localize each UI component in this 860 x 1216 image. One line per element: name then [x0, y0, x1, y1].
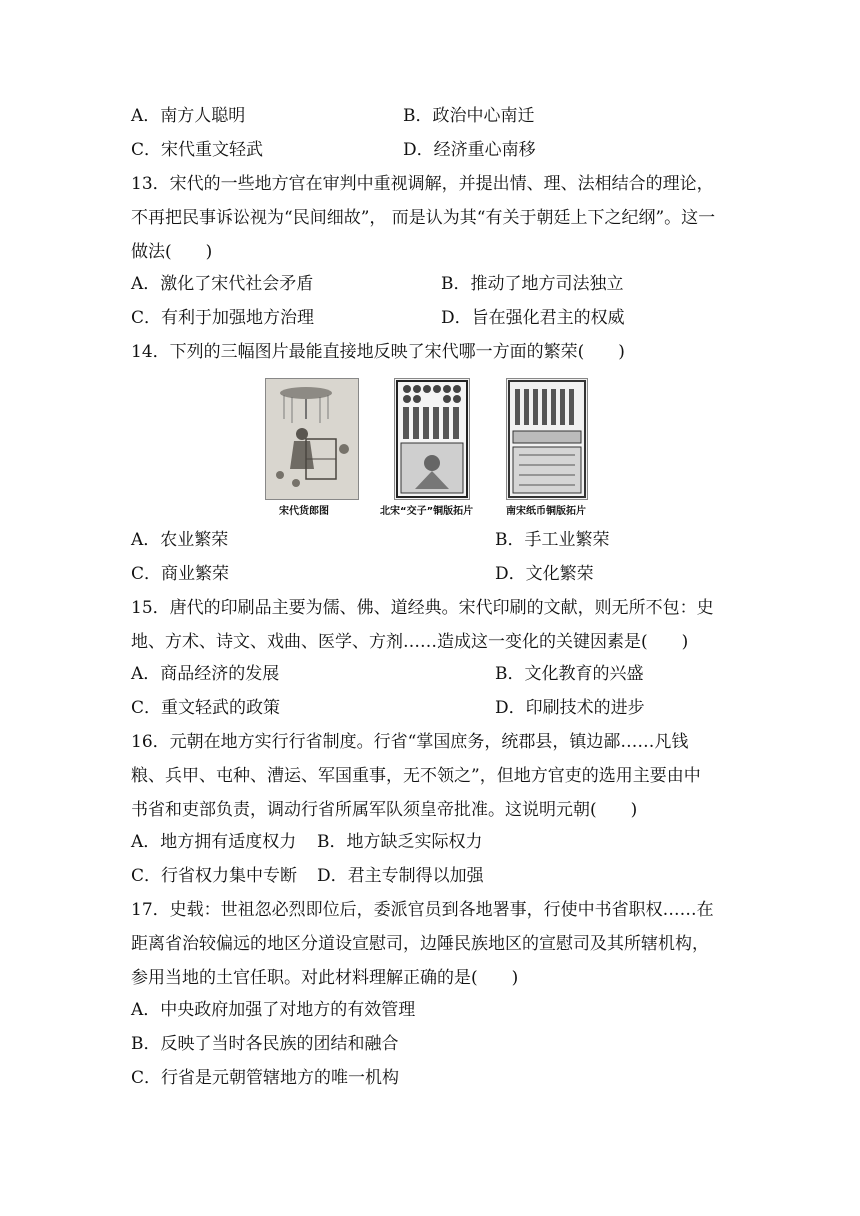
- q14-option-b: B．手工业繁荣: [495, 530, 610, 550]
- q15-stem-line2: 地、方术、诗文、戏曲、医学、方剂……造成这一变化的关键因素是( ): [131, 632, 689, 652]
- peddler-painting-image: [265, 378, 359, 500]
- figure-paper-money-rubbing: [506, 378, 588, 517]
- q17-option-b: B．反映了当时各民族的团结和融合: [131, 1034, 399, 1054]
- q13-option-b: B．推动了地方司法独立: [441, 274, 624, 294]
- figure-peddler-painting: [265, 378, 359, 517]
- figure-caption-paper-money: 南宋纸币铜版拓片: [506, 506, 586, 517]
- figure-caption-peddler: 宋代货郎图: [279, 506, 329, 517]
- q15-option-d: D．印刷技术的进步: [495, 698, 645, 718]
- q13-stem-line1: 13．宋代的一些地方官在审判中重视调解，并提出情、理、法相结合的理论，: [131, 174, 714, 194]
- q16-stem-line3: 书省和吏部负责，调动行省所属军队须皇帝批准。这说明元朝( ): [131, 800, 638, 820]
- q15-stem-line1: 15．唐代的印刷品主要为儒、佛、道经典。宋代印刷的文献，则无所不包：史: [131, 598, 714, 618]
- figure-caption-jiaozi: 北宋“交子”铜版拓片: [380, 506, 474, 517]
- q13-stem-line2: 不再把民事诉讼视为“民间细故”， 而是认为其“有关于朝廷上下之纪纲”。这一: [131, 208, 716, 228]
- q12-option-b: B．政治中心南迁: [403, 106, 535, 126]
- paper-money-rubbing-image: [506, 378, 588, 500]
- q16-option-c: C．行省权力集中专断: [131, 866, 298, 886]
- q13-option-d: D．旨在强化君主的权威: [441, 308, 625, 328]
- q13-option-a: A．激化了宋代社会矛盾: [131, 274, 314, 294]
- q14-option-c: C．商业繁荣: [131, 564, 230, 584]
- q17-stem-line1: 17．史载：世祖忽必烈即位后，委派官员到各地署事，行使中书省职权……在: [131, 900, 714, 920]
- q15-option-b: B．文化教育的兴盛: [495, 664, 644, 684]
- q14-option-d: D．文化繁荣: [495, 564, 594, 584]
- q15-option-a: A．商品经济的发展: [131, 664, 280, 684]
- q16-option-d: D．君主专制得以加强: [317, 866, 484, 886]
- q17-option-a: A．中央政府加强了对地方的有效管理: [131, 1000, 416, 1020]
- q13-stem-line3: 做法( ): [131, 242, 213, 262]
- jiaozi-rubbing-image: [394, 378, 470, 500]
- q12-option-a: A．南方人聪明: [131, 106, 246, 126]
- q14-stem: 14．下列的三幅图片最能直接地反映了宋代哪一方面的繁荣( ): [131, 342, 625, 362]
- q14-option-a: A．农业繁荣: [131, 530, 229, 550]
- q15-option-c: C．重文轻武的政策: [131, 698, 281, 718]
- q17-stem-line3: 参用当地的土官任职。对此材料理解正确的是( ): [131, 968, 519, 988]
- q16-stem-line1: 16．元朝在地方实行行省制度。行省“掌国庶务，统郡县，镇边鄙……凡钱: [131, 732, 689, 752]
- q13-option-c: C．有利于加强地方治理: [131, 308, 315, 328]
- q17-stem-line2: 距离省治较偏远的地区分道设宣慰司，边陲民族地区的宣慰司及其所辖机构，: [131, 934, 709, 954]
- q16-option-b: B．地方缺乏实际权力: [317, 832, 483, 852]
- q16-stem-line2: 粮、兵甲、屯种、漕运、军国重事，无不领之”，但地方官吏的选用主要由中: [131, 766, 701, 786]
- q12-option-c: C．宋代重文轻武: [131, 140, 264, 160]
- q12-option-d: D．经济重心南移: [403, 140, 536, 160]
- q17-option-c: C．行省是元朝管辖地方的唯一机构: [131, 1068, 400, 1088]
- q16-option-a: A．地方拥有适度权力: [131, 832, 297, 852]
- figure-jiaozi-rubbing: [380, 378, 474, 517]
